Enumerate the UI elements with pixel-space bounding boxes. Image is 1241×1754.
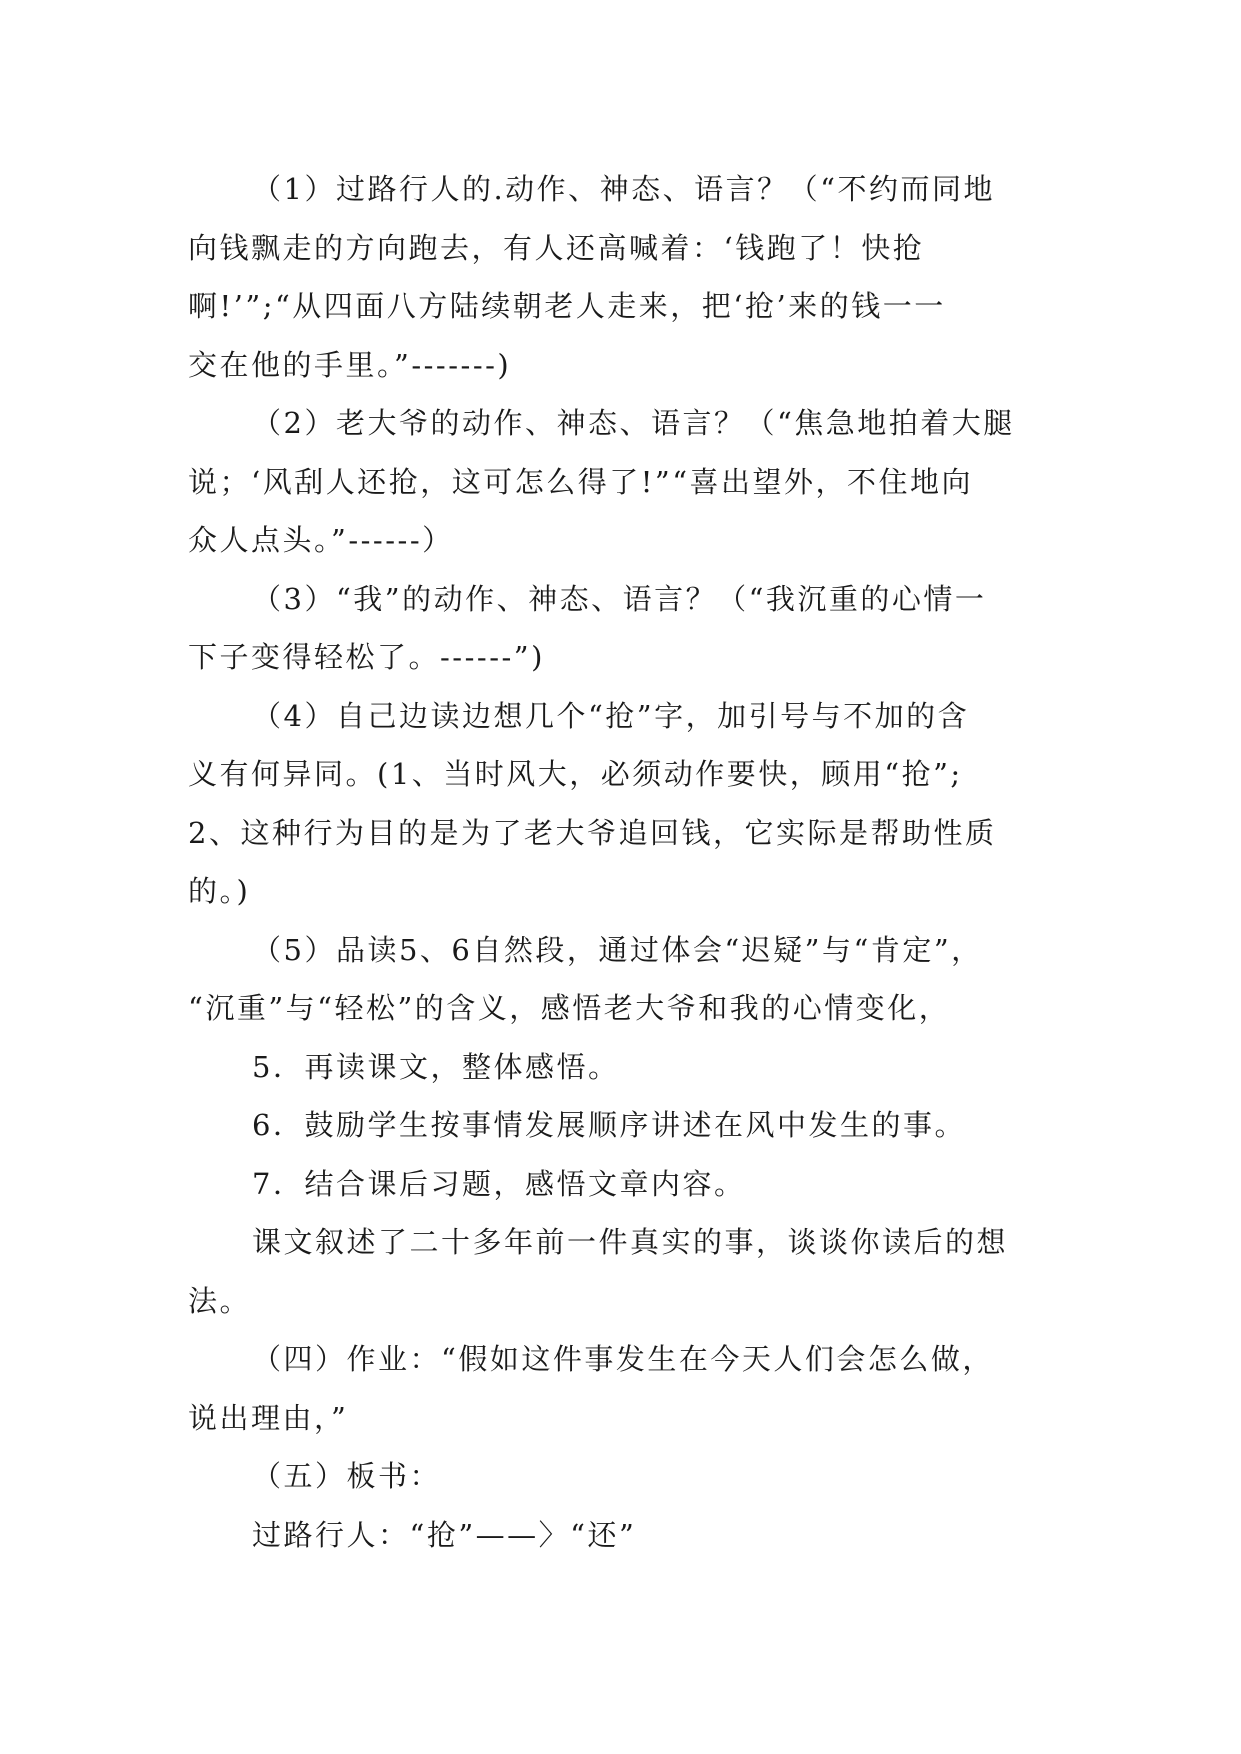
text-line: 6．鼓励学生按事情发展顺序讲述在风中发生的事。 — [252, 1108, 966, 1142]
text-line: 的。) — [188, 874, 251, 908]
text-line: （五）板书： — [252, 1459, 442, 1493]
text-line: 5．再读课文，整体感悟。 — [252, 1049, 620, 1084]
text-line: （4）自己边读边想几个“抢”字，加引号与不加的含 — [252, 698, 970, 733]
text-line: 过路行人：“抢”——〉“还” — [252, 1517, 637, 1552]
text-line: （2）老大爷的动作、神态、语言？（“焦急地拍着大腿 — [252, 406, 1015, 440]
text-line: 啊!’”;“从四面八方陆续朝老人走来，把‘抢’来的钱一一 — [188, 289, 946, 323]
text-line: 课文叙述了二十多年前一件真实的事，谈谈你读后的想 — [252, 1225, 1009, 1259]
text-line: 向钱飘走的方向跑去，有人还高喊着：‘钱跑了！快抢 — [188, 230, 925, 265]
text-line: （1）过路行人的.动作、神态、语言？（“不约而同地 — [252, 172, 995, 206]
text-line: 法。 — [188, 1283, 252, 1318]
text-line: “沉重”与“轻松”的含义，感悟老大爷和我的心情变化， — [188, 991, 951, 1025]
text-line: （四）作业：“假如这件事发生在今天人们会怎么做， — [252, 1342, 994, 1376]
text-line: 交在他的手里。”-------) — [188, 347, 512, 382]
text-line: （5）品读5、6自然段，通过体会“迟疑”与“肯定”， — [252, 932, 983, 967]
text-line: 义有何异同。(1、当时风大，必须动作要快，顾用“抢”; — [188, 757, 963, 791]
text-line: 说；‘风刮人还抢，这可怎么得了!”“喜出望外，不住地向 — [188, 464, 974, 499]
text-line: 7．结合课后习题，感悟文章内容。 — [252, 1166, 746, 1201]
text-line: 众人点头。”------） — [188, 523, 454, 557]
document-body — [188, 160, 1068, 1564]
text-line: （3）“我”的动作、神态、语言？（“我沉重的心情一 — [252, 581, 987, 616]
text-line: 下子变得轻松了。------”) — [188, 640, 545, 674]
text-line: 说出理由，” — [188, 1400, 349, 1435]
text-line: 2、这种行为目的是为了老大爷追回钱，它实际是帮助性质 — [188, 815, 997, 850]
